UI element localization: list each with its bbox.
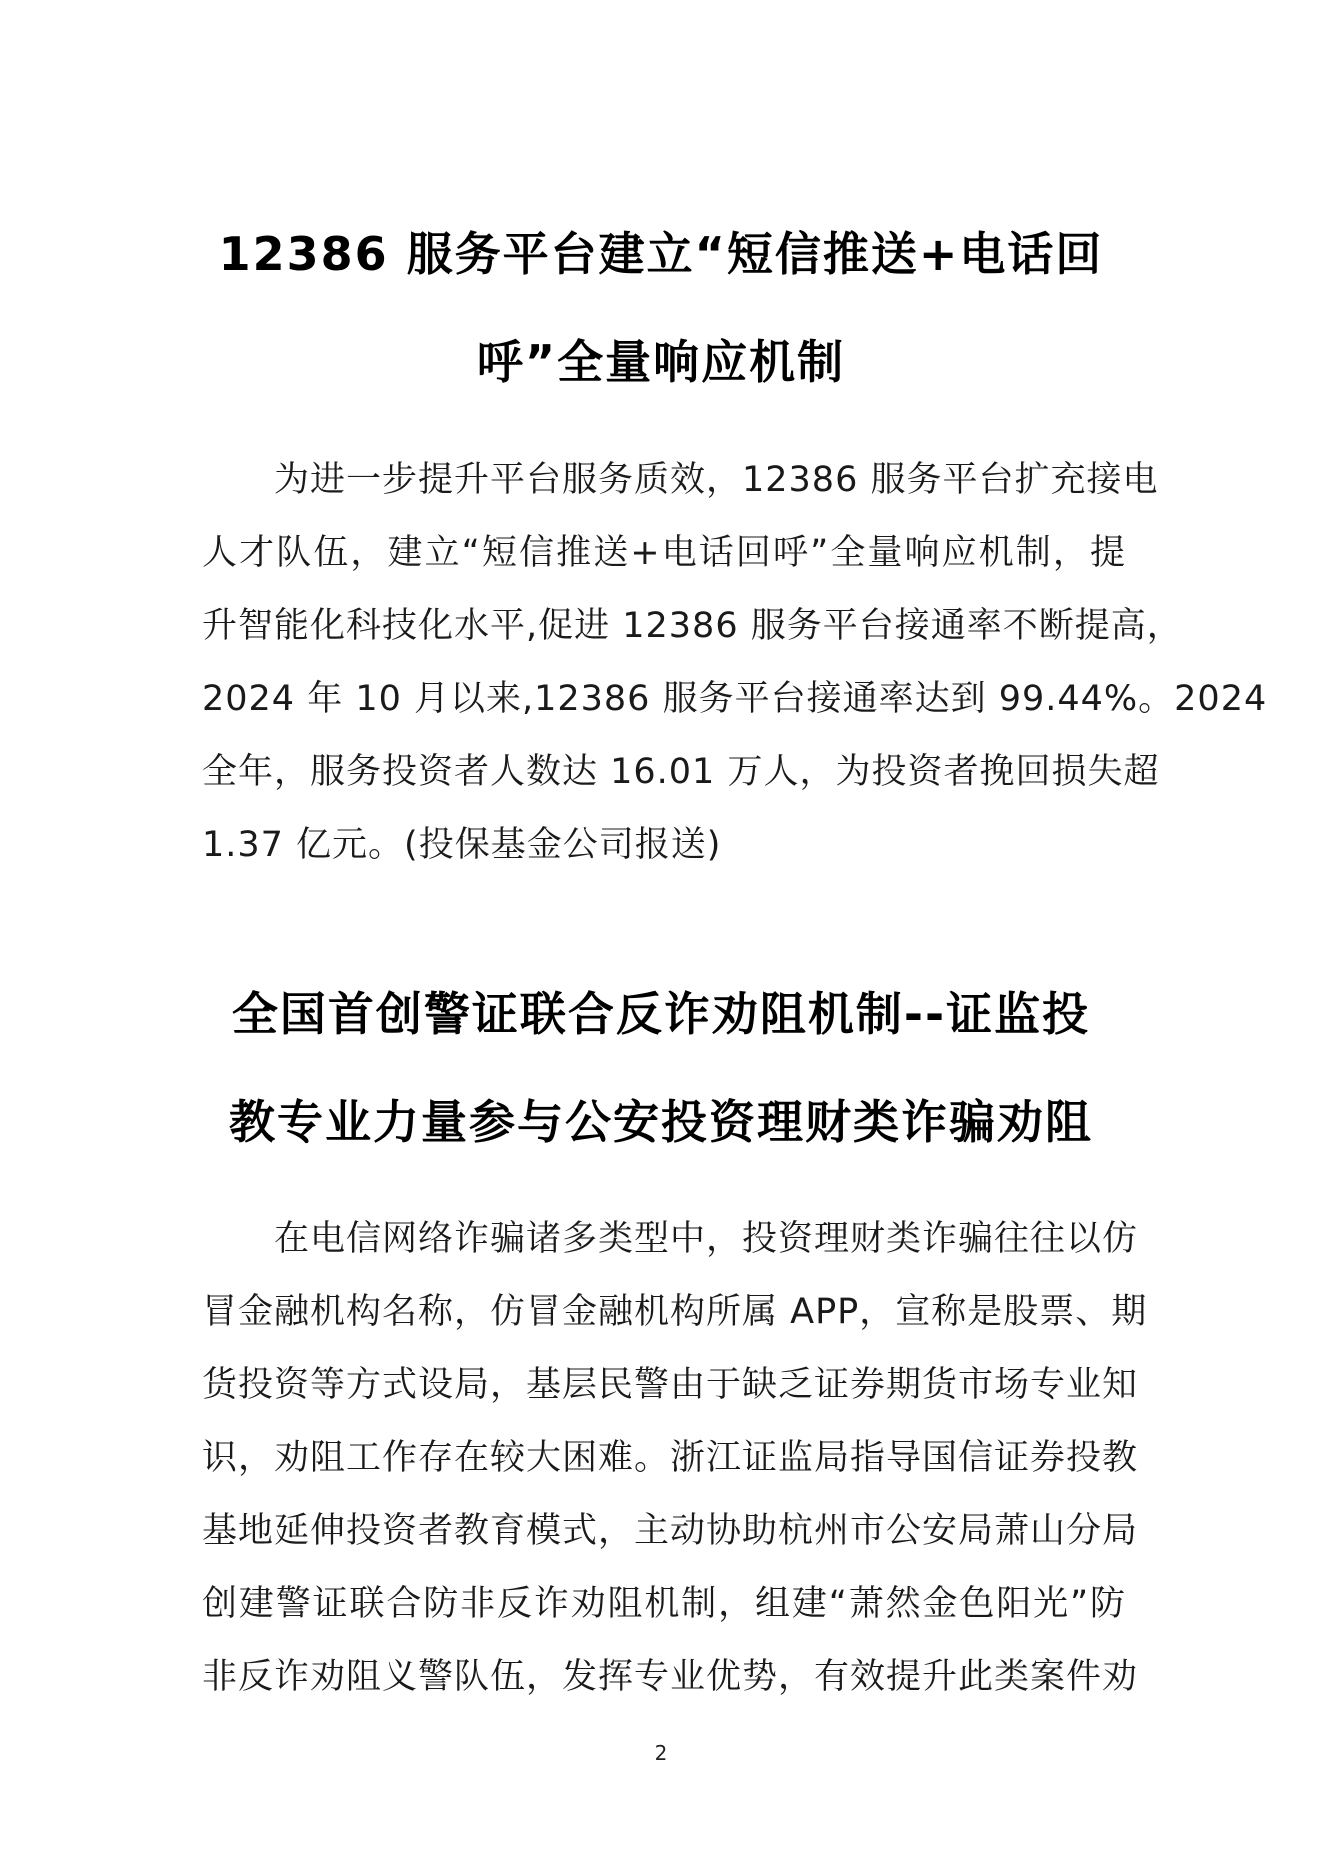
title-line: 呼”全量响应机制 xyxy=(476,335,846,389)
paragraph-line: 升智能化科技化水平,促进 12386 服务平台接通率不断提高， xyxy=(202,606,1183,646)
title-line: 教专业力量参与公安投资理财类诈骗劝阻 xyxy=(229,1095,1093,1149)
paragraph-line: 为进一步提升平台服务质效，12386 服务平台扩充接电 xyxy=(202,460,1159,500)
paragraph-line: 冒金融机构名称，仿冒金融机构所属 APP，宣称是股票、期 xyxy=(202,1292,1148,1332)
section-2-paragraph xyxy=(202,1203,1148,1714)
section-1-paragraph xyxy=(202,444,1268,882)
page-number: 2 xyxy=(654,1741,668,1765)
paragraph-line: 2024 年 10 月以来,12386 服务平台接通率达到 99.44%。2024 xyxy=(202,679,1268,719)
paragraph-line: 货投资等方式设局，基层民警由于缺乏证券期货市场专业知 xyxy=(202,1365,1139,1405)
title-line: 12386 服务平台建立“短信推送+电话回 xyxy=(218,227,1104,281)
paragraph-line: 人才队伍，建立“短信推送+电话回呼”全量响应机制，提 xyxy=(202,533,1126,573)
section-2-title xyxy=(185,960,1137,1176)
paragraph-line: 基地延伸投资者教育模式，主动协助杭州市公安局萧山分局 xyxy=(202,1511,1139,1551)
paragraph-line: 识，劝阻工作存在较大困难。浙江证监局指导国信证券投教 xyxy=(202,1438,1139,1478)
paragraph-line: 在电信网络诈骗诸多类型中，投资理财类诈骗往往以仿 xyxy=(202,1219,1139,1259)
title-line: 全国首创警证联合反诈劝阻机制--证监投 xyxy=(231,987,1091,1041)
paragraph-line: 1.37 亿元。(投保基金公司报送) xyxy=(202,825,722,865)
paragraph-line: 非反诈劝阻义警队伍，发挥专业优势，有效提升此类案件劝 xyxy=(202,1657,1139,1697)
section-1-title xyxy=(185,200,1137,416)
paragraph-line: 创建警证联合防非反诈劝阻机制，组建“萧然金色阳光”防 xyxy=(202,1584,1126,1624)
paragraph-line: 全年，服务投资者人数达 16.01 万人，为投资者挽回损失超 xyxy=(202,752,1160,792)
